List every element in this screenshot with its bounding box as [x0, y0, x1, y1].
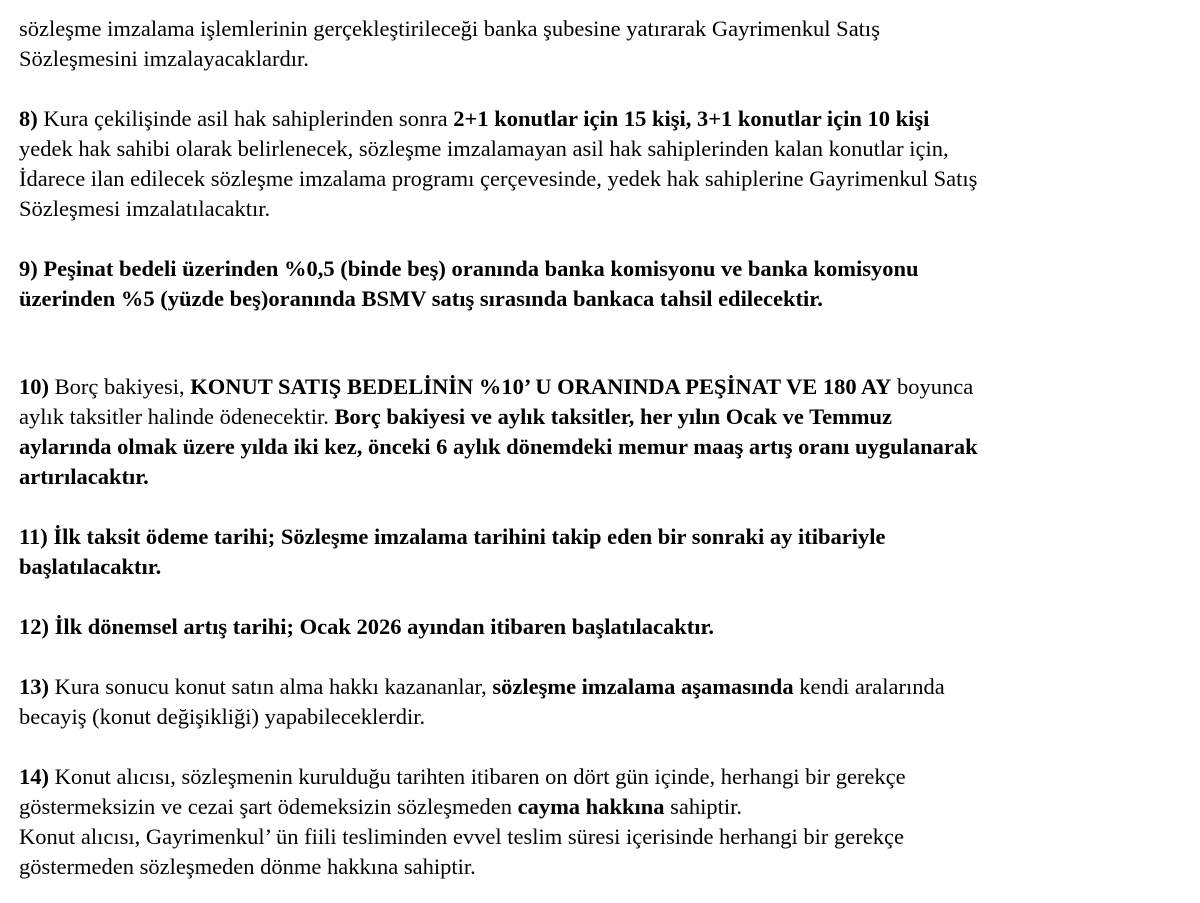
text-line — [19, 672, 1184, 702]
clause-14 — [19, 762, 1184, 882]
text-line: sözleşme imzalama işlemlerinin gerçekleştirileceği banka şubesine yatırarak Gayrimenkul Satış — [19, 16, 880, 41]
text-line: becayiş (konut değişikliği) yapabileceklerdir. — [19, 704, 426, 729]
clause-10 — [19, 372, 1184, 492]
text-line: İdarece ilan edilecek sözleşme imzalama programı çerçevesinde, yedek hak sahiplerine Gayrimenkul Satış — [19, 166, 978, 191]
clause-number: 10) — [19, 374, 49, 399]
clause-12 — [19, 612, 1184, 642]
clause-number: 14) — [19, 764, 49, 789]
intro-paragraph — [19, 14, 1184, 74]
text-run: Konut alıcısı, sözleşmenin kurulduğu tarihten itibaren on dört gün içinde, herhangi bir gerekçe — [49, 764, 906, 789]
bold-text: KONUT SATIŞ BEDELİNİN %10’ U ORANINDA PEŞİNAT VE 180 AY — [190, 374, 892, 399]
text-line — [19, 402, 1184, 432]
bold-text: Borç bakiyesi ve aylık taksitler, her yılın Ocak ve Temmuz — [334, 404, 893, 429]
text-run: Kura sonucu konut satın alma hakkı kazananlar, — [49, 674, 493, 699]
bold-text: cayma hakkına — [517, 794, 665, 819]
text-line — [19, 792, 1184, 822]
text-run: kendi aralarında — [793, 674, 945, 699]
clause-number: 13) — [19, 674, 49, 699]
bold-text: 2+1 konutlar için 15 kişi, 3+1 konutlar için 10 kişi — [453, 106, 930, 131]
text-line: göstermeden sözleşmeden dönme hakkına sahiptir. — [19, 854, 476, 879]
text-line — [19, 762, 1184, 792]
bold-line: 9) Peşinat bedeli üzerinden %0,5 (binde beş) oranında banka komisyonu ve banka komisyonu — [19, 256, 919, 281]
clause-9 — [19, 254, 1184, 314]
text-run: sahiptir. — [664, 794, 742, 819]
bold-line: 11) İlk taksit ödeme tarihi; Sözleşme imzalama tarihini takip eden bir sonraki ay itibariyle — [19, 524, 886, 549]
bold-line: başlatılacaktır. — [19, 554, 162, 579]
text-run: boyunca — [891, 374, 974, 399]
text-run: Kura çekilişinde asil hak sahiplerinden sonra — [37, 106, 454, 131]
clause-number: 8) — [19, 106, 38, 131]
text-line: Sözleşmesini imzalayacaklardır. — [19, 46, 309, 71]
clause-8 — [19, 104, 1184, 224]
text-line: Sözleşmesi imzalatılacaktır. — [19, 196, 271, 221]
text-line: Konut alıcısı, Gayrimenkul’ ün fiili tesliminden evvel teslim süresi içerisinde herhangi bir gerekçe — [19, 824, 904, 849]
bold-line: artırılacaktır. — [19, 464, 149, 489]
text-line — [19, 372, 1184, 402]
clause-11 — [19, 522, 1184, 582]
text-run: Borç bakiyesi, — [49, 374, 191, 399]
clause-13 — [19, 672, 1184, 732]
bold-line: 12) İlk dönemsel artış tarihi; Ocak 2026 ayından itibaren başlatılacaktır. — [19, 614, 715, 639]
document-body — [19, 14, 1184, 882]
text-line: yedek hak sahibi olarak belirlenecek, sözleşme imzalamayan asil hak sahiplerinden kalan konutlar için, — [19, 136, 949, 161]
text-run: aylık taksitler halinde ödenecektir. — [19, 404, 335, 429]
bold-text: sözleşme imzalama aşamasında — [492, 674, 794, 699]
bold-line: üzerinden %5 (yüzde beş)oranında BSMV satış sırasında bankaca tahsil edilecektir. — [19, 286, 823, 311]
bold-line: aylarında olmak üzere yılda iki kez, önceki 6 aylık dönemdeki memur maaş artış oranı uygulanarak — [19, 434, 978, 459]
text-run: göstermeksizin ve cezai şart ödemeksizin sözleşmeden — [19, 794, 518, 819]
text-line — [19, 104, 1184, 134]
